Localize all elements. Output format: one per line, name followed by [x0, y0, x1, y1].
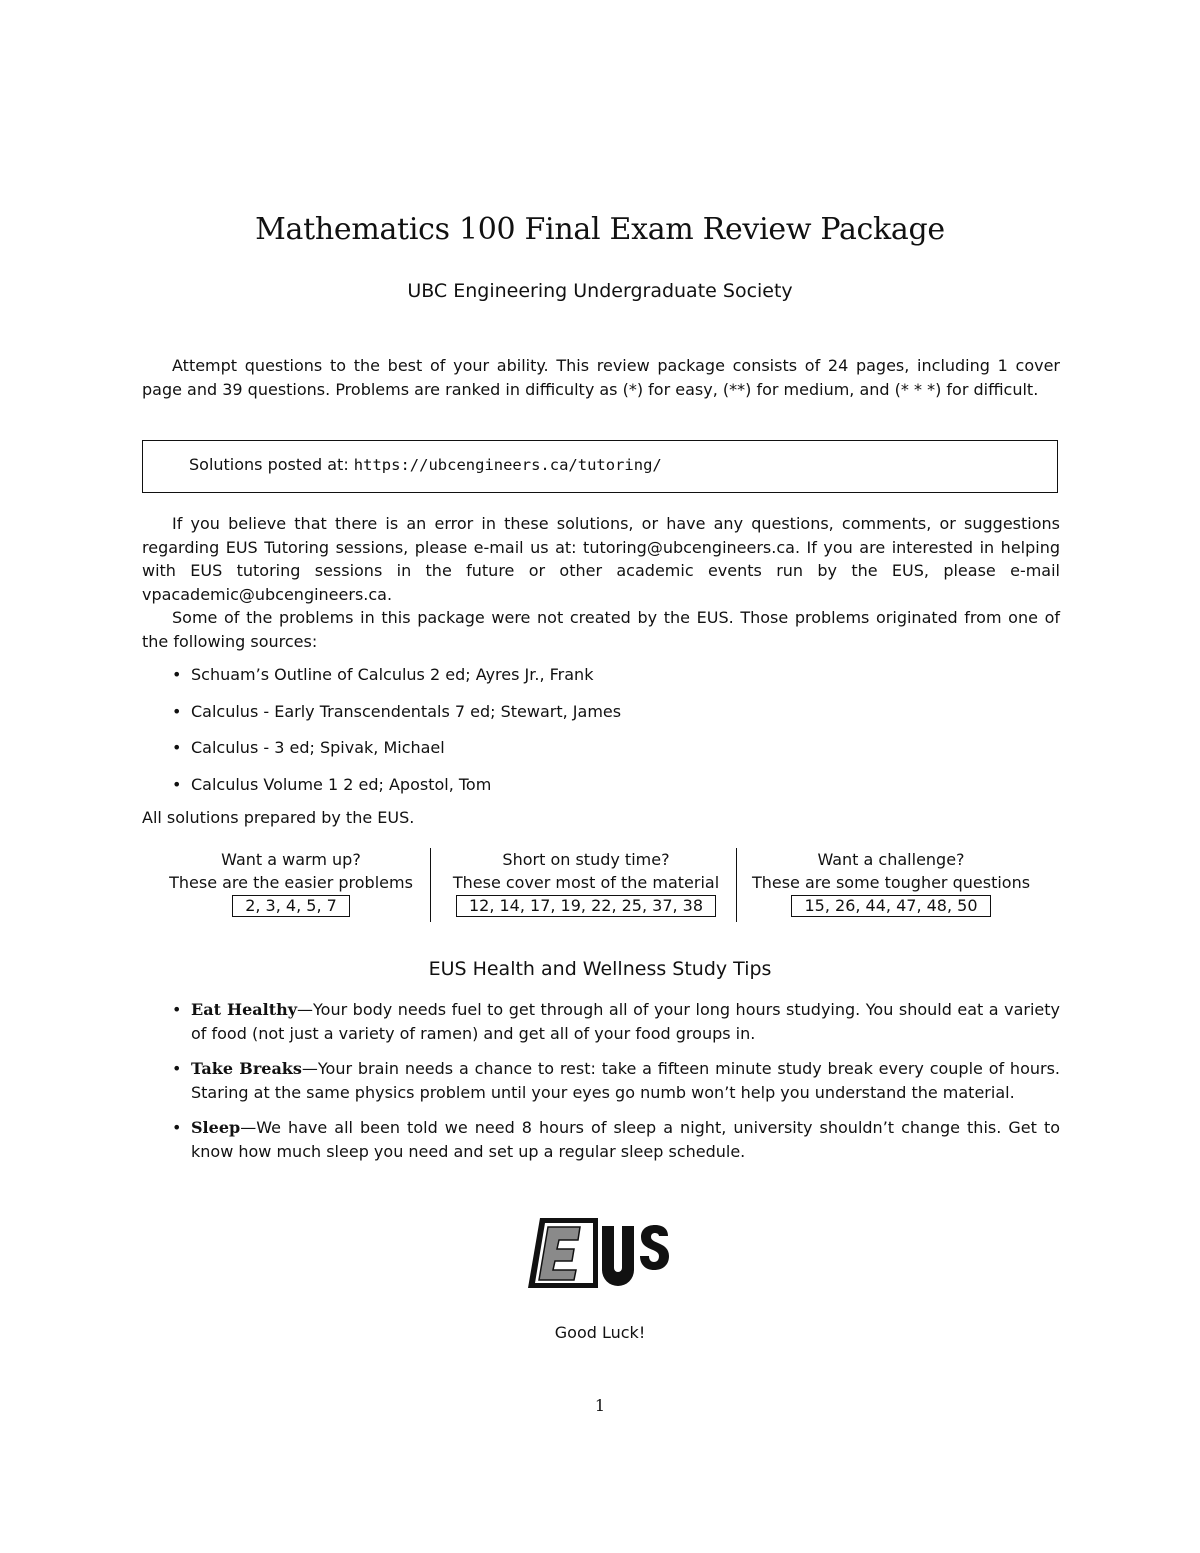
- solutions-line: [189, 455, 662, 474]
- tip-title: Take Breaks: [191, 1059, 302, 1078]
- sources-intro-paragraph: Some of the problems in this package were not created by the EUS. Those problems originated from one of the following sources:: [142, 608, 1060, 651]
- prepared-note: All solutions prepared by the EUS.: [142, 808, 415, 827]
- column-description: These are the easier problems: [169, 873, 413, 892]
- list-item: [142, 736, 1060, 773]
- intro-paragraph: Attempt questions to the best of your ability. This review package consists of 24 pages, including 1 cover page and 39 questions. Problems are ranked in difficulty as (*) for easy, (**) for medium, and (* * *) for difficult.: [142, 356, 1060, 399]
- source-text: Calculus Volume 1 2 ed; Apostol, Tom: [191, 774, 492, 794]
- difficulty-ranking-table: [155, 848, 1045, 923]
- source-text: Schuam’s Outline of Calculus 2 ed; Ayres Jr., Frank: [191, 665, 594, 684]
- tip-text: —We have all been told we need 8 hours of sleep a night, university shouldn’t change this. Get to know how much sleep you need and set up a regular sleep schedule.: [191, 1118, 1060, 1161]
- study-time-column: [435, 848, 737, 923]
- list-item: [142, 700, 1060, 737]
- sources-list: [142, 663, 1060, 809]
- column-description: These cover most of the material: [452, 873, 720, 892]
- column-divider: [736, 848, 737, 922]
- source-text: Calculus - 3 ed; Spivak, Michael: [191, 738, 445, 757]
- tip-title: Eat Healthy: [191, 1000, 298, 1019]
- column-heading: Want a challenge?: [817, 850, 965, 869]
- list-item: [142, 1057, 1060, 1104]
- document-subtitle: UBC Engineering Undergraduate Society: [407, 280, 793, 302]
- bullet-icon: •: [172, 1059, 182, 1078]
- page-number: 1: [594, 1396, 606, 1415]
- tips-list: [142, 998, 1060, 1175]
- solutions-link[interactable]: https://ubcengineers.ca/tutoring/: [353, 456, 662, 474]
- tip-text: —Your brain needs a chance to rest: take a fifteen minute study break every couple of hours. Staring at the same physics problem until your eyes go numb won’t help you understand the material.: [191, 1059, 1061, 1102]
- column-description: These are some tougher questions: [751, 873, 1031, 892]
- solutions-label: Solutions posted at:: [189, 455, 354, 474]
- column-divider: [430, 848, 431, 922]
- source-text: Calculus - Early Transcendentals 7 ed; Stewart, James: [191, 701, 622, 721]
- solutions-box: [142, 440, 1058, 493]
- list-item: [142, 663, 1060, 700]
- bullet-icon: •: [172, 665, 182, 684]
- problem-numbers: 12, 14, 17, 19, 22, 25, 37, 38: [456, 895, 716, 917]
- tip-title: Sleep: [191, 1118, 241, 1137]
- challenge-column: [740, 848, 1042, 923]
- problem-numbers: 15, 26, 44, 47, 48, 50: [791, 895, 990, 917]
- problem-numbers: 2, 3, 4, 5, 7: [232, 895, 350, 917]
- bullet-icon: •: [172, 738, 182, 757]
- closing-message: Good Luck!: [554, 1323, 646, 1342]
- contact-paragraph: If you believe that there is an error in these solutions, or have any questions, comments, or suggestions regarding EUS Tutoring sessions, please e-mail us at: tutoring@ubcengineers.ca. If you are interested in helping with EUS tutoring sessions in the future or other academic events run by the EUS, please e-mail vpacademic@ubcengineers.ca.: [142, 514, 1060, 604]
- document-title: Mathematics 100 Final Exam Review Package: [255, 212, 945, 247]
- list-item: [142, 773, 1060, 810]
- list-item: [142, 998, 1060, 1045]
- tips-heading: EUS Health and Wellness Study Tips: [428, 958, 772, 980]
- bullet-icon: •: [172, 1118, 182, 1137]
- column-heading: Want a warm up?: [221, 850, 361, 869]
- list-item: [142, 1116, 1060, 1163]
- bullet-icon: •: [172, 774, 182, 794]
- warmup-column: [155, 848, 427, 923]
- eus-logo: [528, 1218, 672, 1288]
- column-heading: Short on study time?: [502, 850, 670, 869]
- bullet-icon: •: [172, 1000, 182, 1019]
- tip-text: —Your body needs fuel to get through all of your long hours studying. You should eat a variety of food (not just a variety of ramen) and get all of your food groups in.: [191, 1000, 1060, 1043]
- bullet-icon: •: [172, 701, 182, 721]
- contact-section: [142, 512, 1060, 653]
